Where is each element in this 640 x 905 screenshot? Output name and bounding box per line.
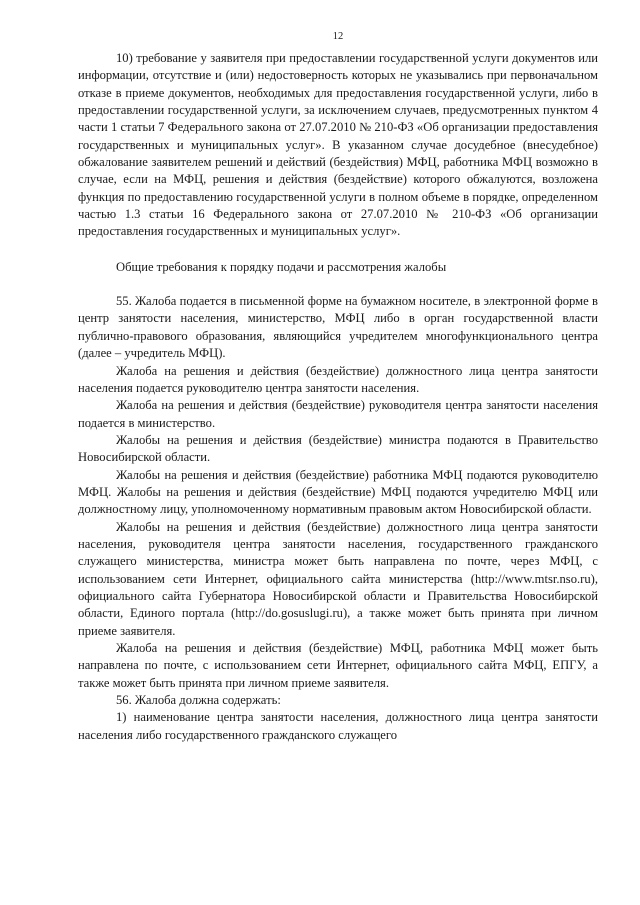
paragraph-mfc-submission-channels: Жалоба на решения и действия (бездействие) МФЦ, работника МФЦ может быть направлена по почте, с использованием сети Интернет, официального сайта МФЦ, ЕПГУ, а также может быть принята при личном приеме заявителя. [78, 641, 598, 690]
paragraph-mfc-worker-complaint: Жалобы на решения и действия (бездействие) работника МФЦ подаются руководителю МФЦ. Жалобы на решения и действия (бездействие) МФЦ подаются учредителю МФЦ или должностному лицу, уполномоченному нормативным правовым актом Новосибирской области. [78, 467, 598, 517]
page-number: 12 [332, 31, 344, 42]
paragraph-submission-channels: Жалобы на решения и действия (бездействие) должностного лица центра занятости населения, руководителя центра занятости населения, государственного гражданского служащего министерства, министра может быть направлена по почте, через МФЦ, с использованием сети Интернет, официального сайта министерства (http://www.mtsr.nso.ru), официального сайта Губернатора Новосибирской области и Правительства Новосибирской области, Единого портала (http://do.gosuslugi.ru), а также может быть принята при личном приеме заявителя. [78, 519, 598, 638]
paragraph-56: 56. Жалоба должна содержать: [116, 693, 281, 708]
section-after-heading [78, 293, 598, 744]
paragraph-item-10: 10) требование у заявителя при предоставлении государственной услуги документов или информации, отсутствие и (или) недостоверность которых не указывались при первоначальном отказе в приеме документов, необходимых для предоставления государственной услуги, либо в предоставлении государственной услуги, за исключением случаев, предусмотренных пунктом 4 части 1 статьи 7 Федерального закона от 27.07.2010 № 210-ФЗ «Об организации предоставления государственных и муниципальных услуг». В указанном случае досудебное (внесудебное) обжалование заявителем решений и действий (бездействия) МФЦ, работника МФЦ возможно в случае, если на МФЦ, решения и действия (бездействие) которого обжалуются, возложена функция по предоставлению государственной услуги в полном объеме в порядке, определенном частью 1.3 статьи 16 Федерального закона от 27.07.2010 № 210-ФЗ «Об организации предоставления государственных и муниципальных услуг». [78, 51, 598, 239]
paragraph-minister-complaint: Жалобы на решения и действия (бездействие) министра подаются в Правительство Новосибирской области. [78, 432, 598, 465]
section-heading: Общие требования к порядку подачи и рассмотрения жалобы [116, 259, 447, 274]
paragraph-55: 55. Жалоба подается в письменной форме на бумажном носителе, в электронной форме в центр занятости населения, министерство, МФЦ либо в орган государственной власти публично-правового образования, являющийся учредителем многофункционального центра (далее – учредитель МФЦ). [78, 294, 598, 361]
document-page [78, 30, 598, 744]
paragraph-official-complaint: Жалоба на решения и действия (бездействие) должностного лица центра занятости населения подается руководителю центра занятости населения. [78, 363, 598, 395]
paragraph-56-item-1: 1) наименование центра занятости населения, должностного лица центра занятости населения либо государственного гражданского служащего [78, 710, 598, 742]
paragraph-head-complaint: Жалоба на решения и действия (бездействие) руководителя центра занятости населения подается в министерство. [78, 398, 598, 430]
section-before-heading [78, 50, 598, 241]
